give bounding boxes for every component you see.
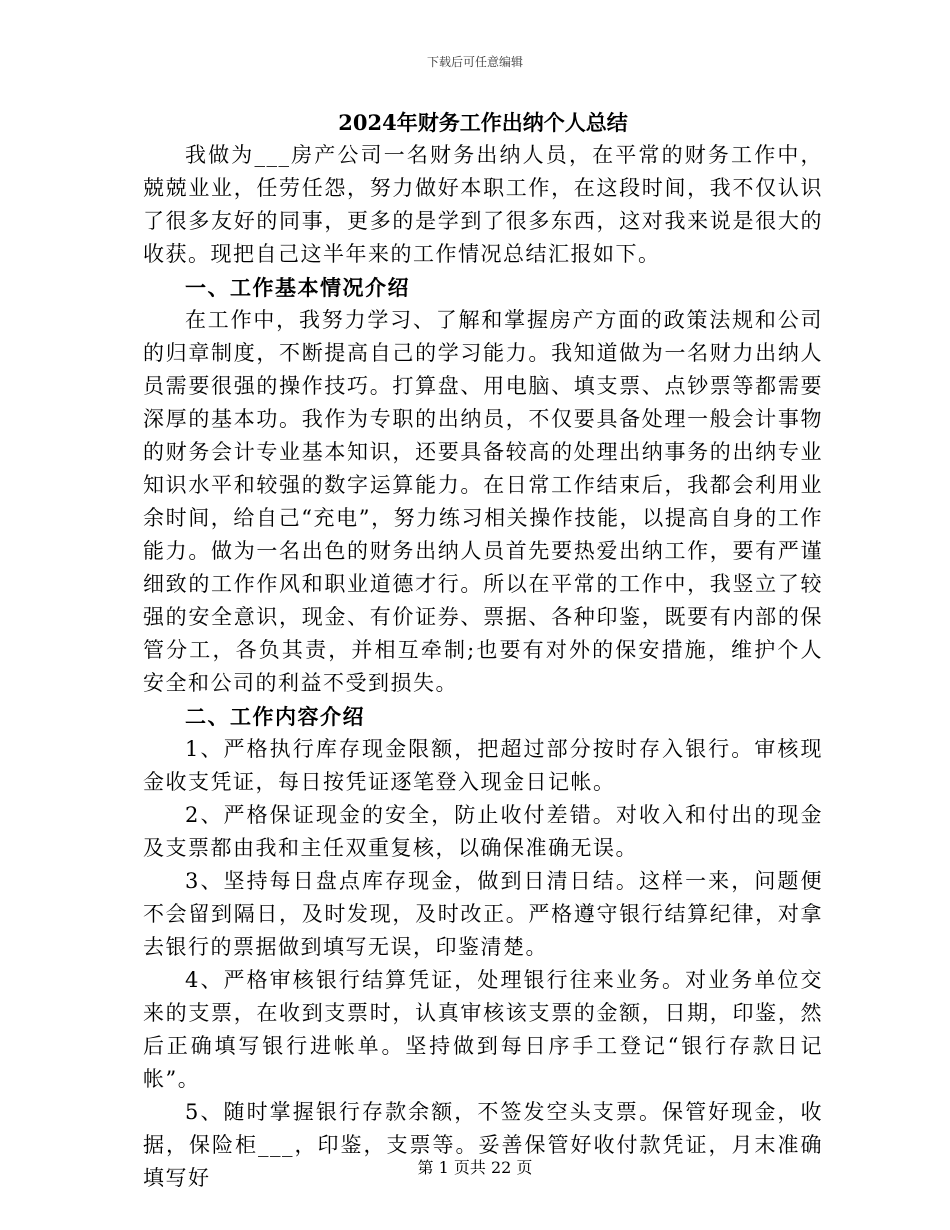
section-2-item-3: 3、坚持每日盘点库存现金，做到日清日结。这样一来，问题便不会留到隔日，及时发现，及时改正。严格遵守银行结算纪律，对拿去银行的票据做到填写无误，印鉴清楚。 (143, 869, 823, 959)
section-1-body: 在工作中，我努力学习、了解和掌握房产方面的政策法规和公司的归章制度，不断提高自己的学习能力。我知道做为一名财力出纳人员需要很强的操作技巧。打算盘、用电脑、填支票、点钞票等都需要深厚的基本功。我作为专职的出纳员，不仅要具备处理一般会计事物的财务会计专业基本知识，还要具备较高的处理出纳事务的出纳专业知识水平和较强的数字运算能力。在日常工作结束后，我都会利用业余时间，给自己“充电”，努力练习相关操作技能，以提高自身的工作能力。做为一名出色的财务出纳人员首先要热爱出纳工作，要有严谨细致的工作作风和职业道德才行。所以在平常的工作中，我竖立了较强的安全意识，现金、有价证券、票据、各种印鉴，既要有内部的保管分工，各负其责，并相互牵制;也要有对外的保安措施，维护个人安全和公司的利益不受到损失。 (143, 308, 823, 695)
section-2-heading: 二、工作内容介绍 (185, 704, 365, 729)
header-note: 下载后可任意编辑 (426, 55, 523, 69)
section-2-item-5: 5、随时掌握银行存款余额，不签发空头支票。保管好现金，收据，保险柜___，印鉴，支票等。妥善保管好收付款凭证，月末准确填写好 (143, 1100, 823, 1190)
document-title: 2024年财务工作出纳个人总结 (338, 110, 628, 135)
section-2-item-2: 2、严格保证现金的安全，防止收付差错。对收入和付出的现金及支票都由我和主任双重复核，以确保准确无误。 (143, 803, 823, 860)
page-number-footer: 第 1 页共 22 页 (417, 1158, 533, 1177)
section-2-item-1: 1、严格执行库存现金限额，把超过部分按时存入银行。审核现金收支凭证，每日按凭证逐笔登入现金日记帐。 (143, 737, 823, 794)
document-body (143, 106, 823, 1195)
section-2-item-4: 4、严格审核银行结算凭证，处理银行往来业务。对业务单位交来的支票，在收到支票时，认真审核该支票的金额，日期，印鉴，然后正确填写银行进帐单。坚持做到每日序手工登记“银行存款日记帐”。 (143, 968, 823, 1091)
intro-paragraph: 我做为___房产公司一名财务出纳人员，在平常的财务工作中，兢兢业业，任劳任怨，努力做好本职工作，在这段时间，我不仅认识了很多友好的同事，更多的是学到了很多东西，这对我来说是很大的收获。现把自己这半年来的工作情况总结汇报如下。 (143, 143, 823, 266)
section-1-heading: 一、工作基本情况介绍 (185, 275, 410, 300)
